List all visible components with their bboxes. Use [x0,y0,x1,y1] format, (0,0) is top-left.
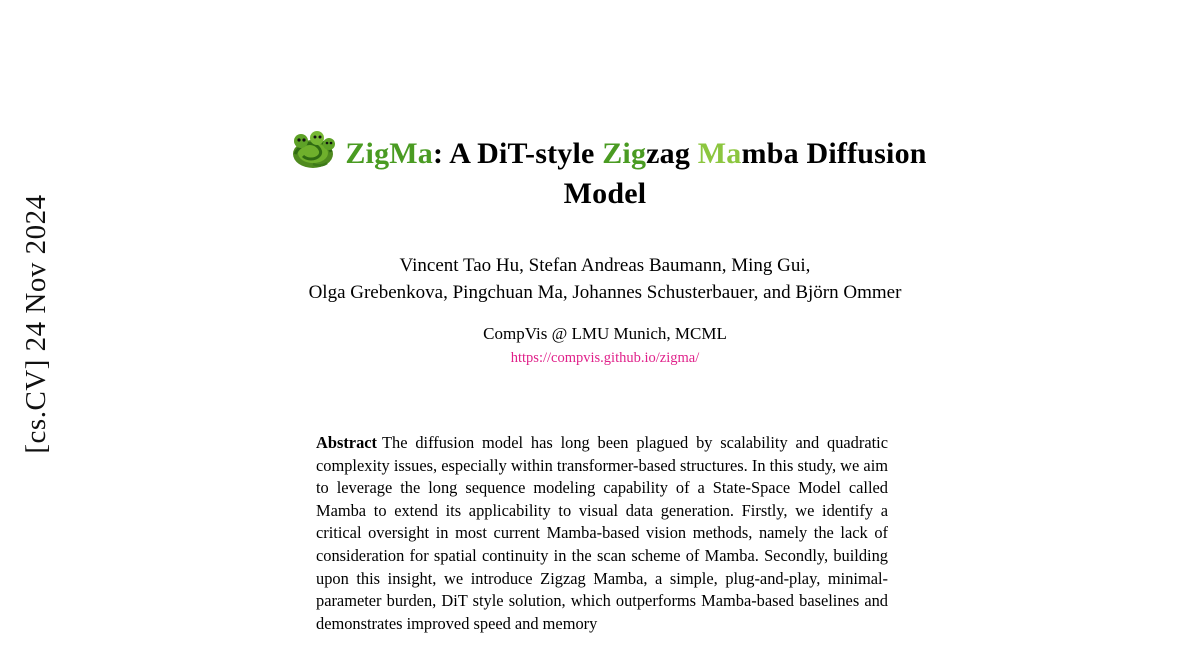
title-mba: mba Diffusion [741,137,927,170]
abstract-label: Abstract [316,433,377,452]
page-title [240,128,970,214]
title-ma: Ma [697,137,742,170]
snake-logo-icon [283,128,343,170]
title-zag: zag [646,137,698,170]
authors-line-2: Olga Grebenkova, Pingchuan Ma, Johannes Schusterbauer, and Björn Ommer [308,282,902,303]
title-line-2: Model [563,177,647,210]
arxiv-stamp: [cs.CV] 24 Nov 2024 [19,194,52,454]
title-line-1 [240,128,970,174]
project-url-link[interactable]: https://compvis.github.io/zigma/ [510,350,700,366]
title-zigma: ZigMa [345,137,433,170]
author-list [200,252,1010,306]
affiliation-block [200,322,1010,370]
abstract-text: The diffusion model has long been plagued by scalability and quadratic complexity issues, especially within transformer-based structures. In this study, we aim to leverage the long sequence modeling capability of a State-Space Model called Mamba to extend its applicability to visual data generation. Firstly, we identify a critical oversight in most current Mamba-based vision methods, namely the lack of consideration for spatial continuity in the scan scheme of Mamba. Secondly, building upon this insight, we introduce Zigzag Mamba, a simple, plug-and-play, minimal-parameter burden, DiT style solution, which outperforms Mamba-based baselines and demonstrates improved speed and memory [316,433,888,633]
title-zig: Zig [602,137,647,170]
title-colon-text: : A DiT-style [433,137,603,170]
affiliation-text: CompVis @ LMU Munich, MCML [483,324,727,343]
abstract-paragraph [316,432,888,635]
authors-line-1: Vincent Tao Hu, Stefan Andreas Baumann, Ming Gui, [399,255,811,276]
